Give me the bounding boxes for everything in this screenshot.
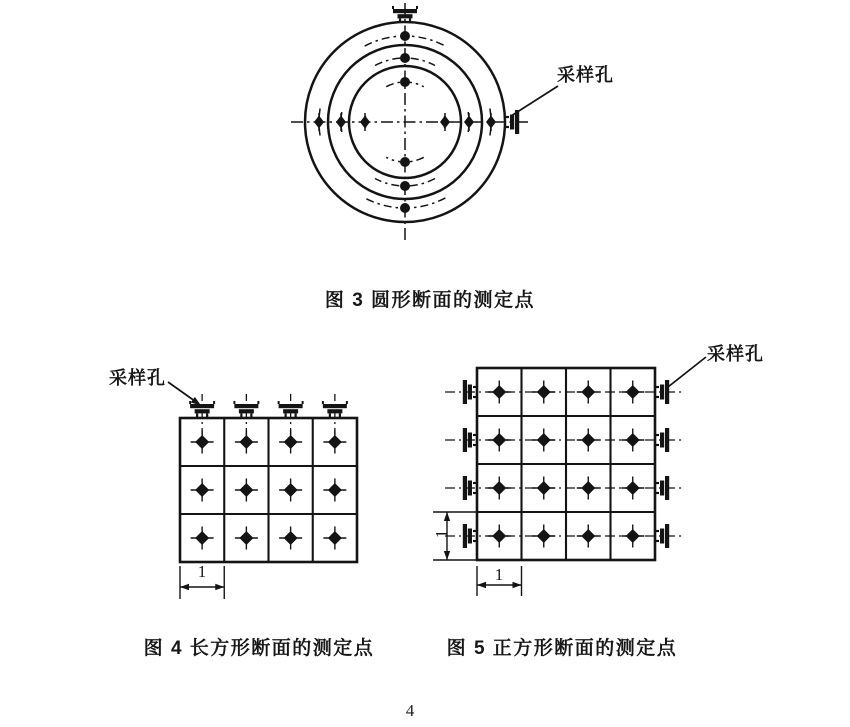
figure5-height-dimension-label: 1	[432, 529, 451, 539]
figure3-caption: 图 3 圆形断面的测定点	[324, 290, 536, 311]
page-number: 4	[405, 701, 415, 720]
sampling-hole-label-fig3: 采样孔	[557, 65, 614, 85]
sampling-hole-label-fig5: 采样孔	[707, 344, 764, 364]
figure5-width-dimension-label: 1	[494, 565, 504, 584]
figure5-caption: 图 5 正方形断面的测定点	[446, 638, 678, 659]
figure5-square-section-diagram	[425, 330, 755, 606]
figure3-circular-section-diagram	[245, 0, 605, 252]
figure4-caption: 图 4 长方形断面的测定点	[143, 638, 375, 659]
figure4-width-dimension-label: 1	[197, 562, 207, 581]
sampling-hole-label-fig4: 采样孔	[109, 368, 166, 388]
